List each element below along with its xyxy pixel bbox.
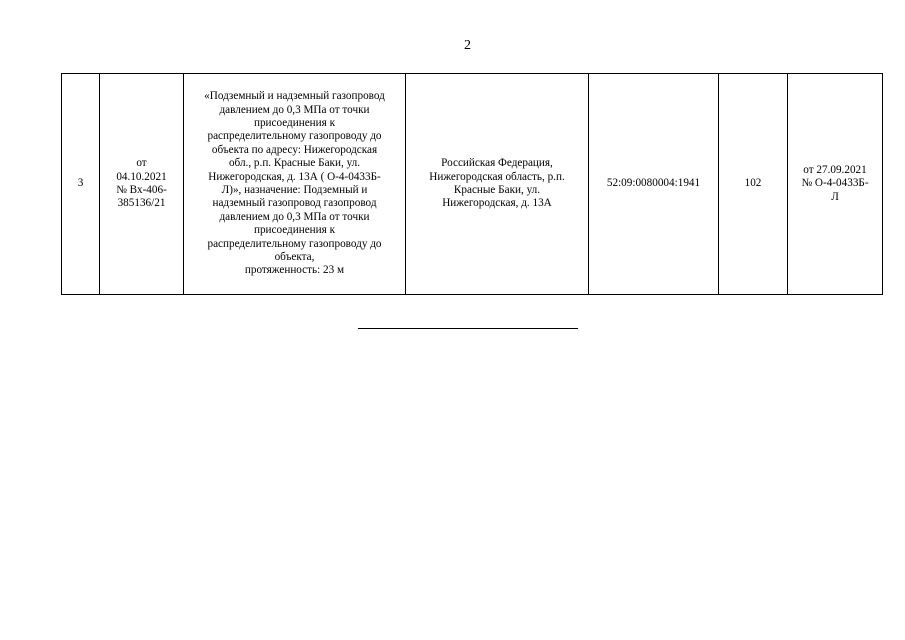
end-divider-line (358, 328, 578, 329)
document-table (61, 73, 883, 295)
table-row (62, 74, 883, 295)
object-description: «Подземный и надземный газопровод давлением до 0,3 МПа от точки присоединения к распределительному газопроводу до объекта по адресу: Нижегородская обл., р.п. Красные Баки, ул. Нижегородская, д. 13А ( О-4-0433Б- Л)», назначение: Подземный и надземный газопровод газопровод давлением до 0,3 МПа от точки присоединения к распределительному газопроводу до объекта, протяженность: 23 м (204, 90, 385, 277)
object-address: Российская Федерация, Нижегородская область, р.п. Красные Баки, ул. Нижегородская, д. 13А (429, 157, 565, 210)
value: 102 (744, 177, 762, 190)
page-number: 2 (464, 38, 471, 53)
object-address-cell (406, 74, 589, 295)
row-number: 3 (77, 177, 84, 190)
cadastral-number: 52:09:0080004:1941 (606, 177, 701, 190)
object-description-cell (184, 74, 406, 295)
value-cell (719, 74, 788, 295)
request-date-cell (100, 74, 184, 295)
request-date: от 04.10.2021 № Вх-406- 385136/21 (116, 157, 167, 210)
row-number-cell (62, 74, 100, 295)
permit: от 27.09.2021 № О-4-0433Б- Л (801, 163, 869, 203)
cadastral-number-cell (589, 74, 719, 295)
permit-cell (788, 74, 883, 295)
